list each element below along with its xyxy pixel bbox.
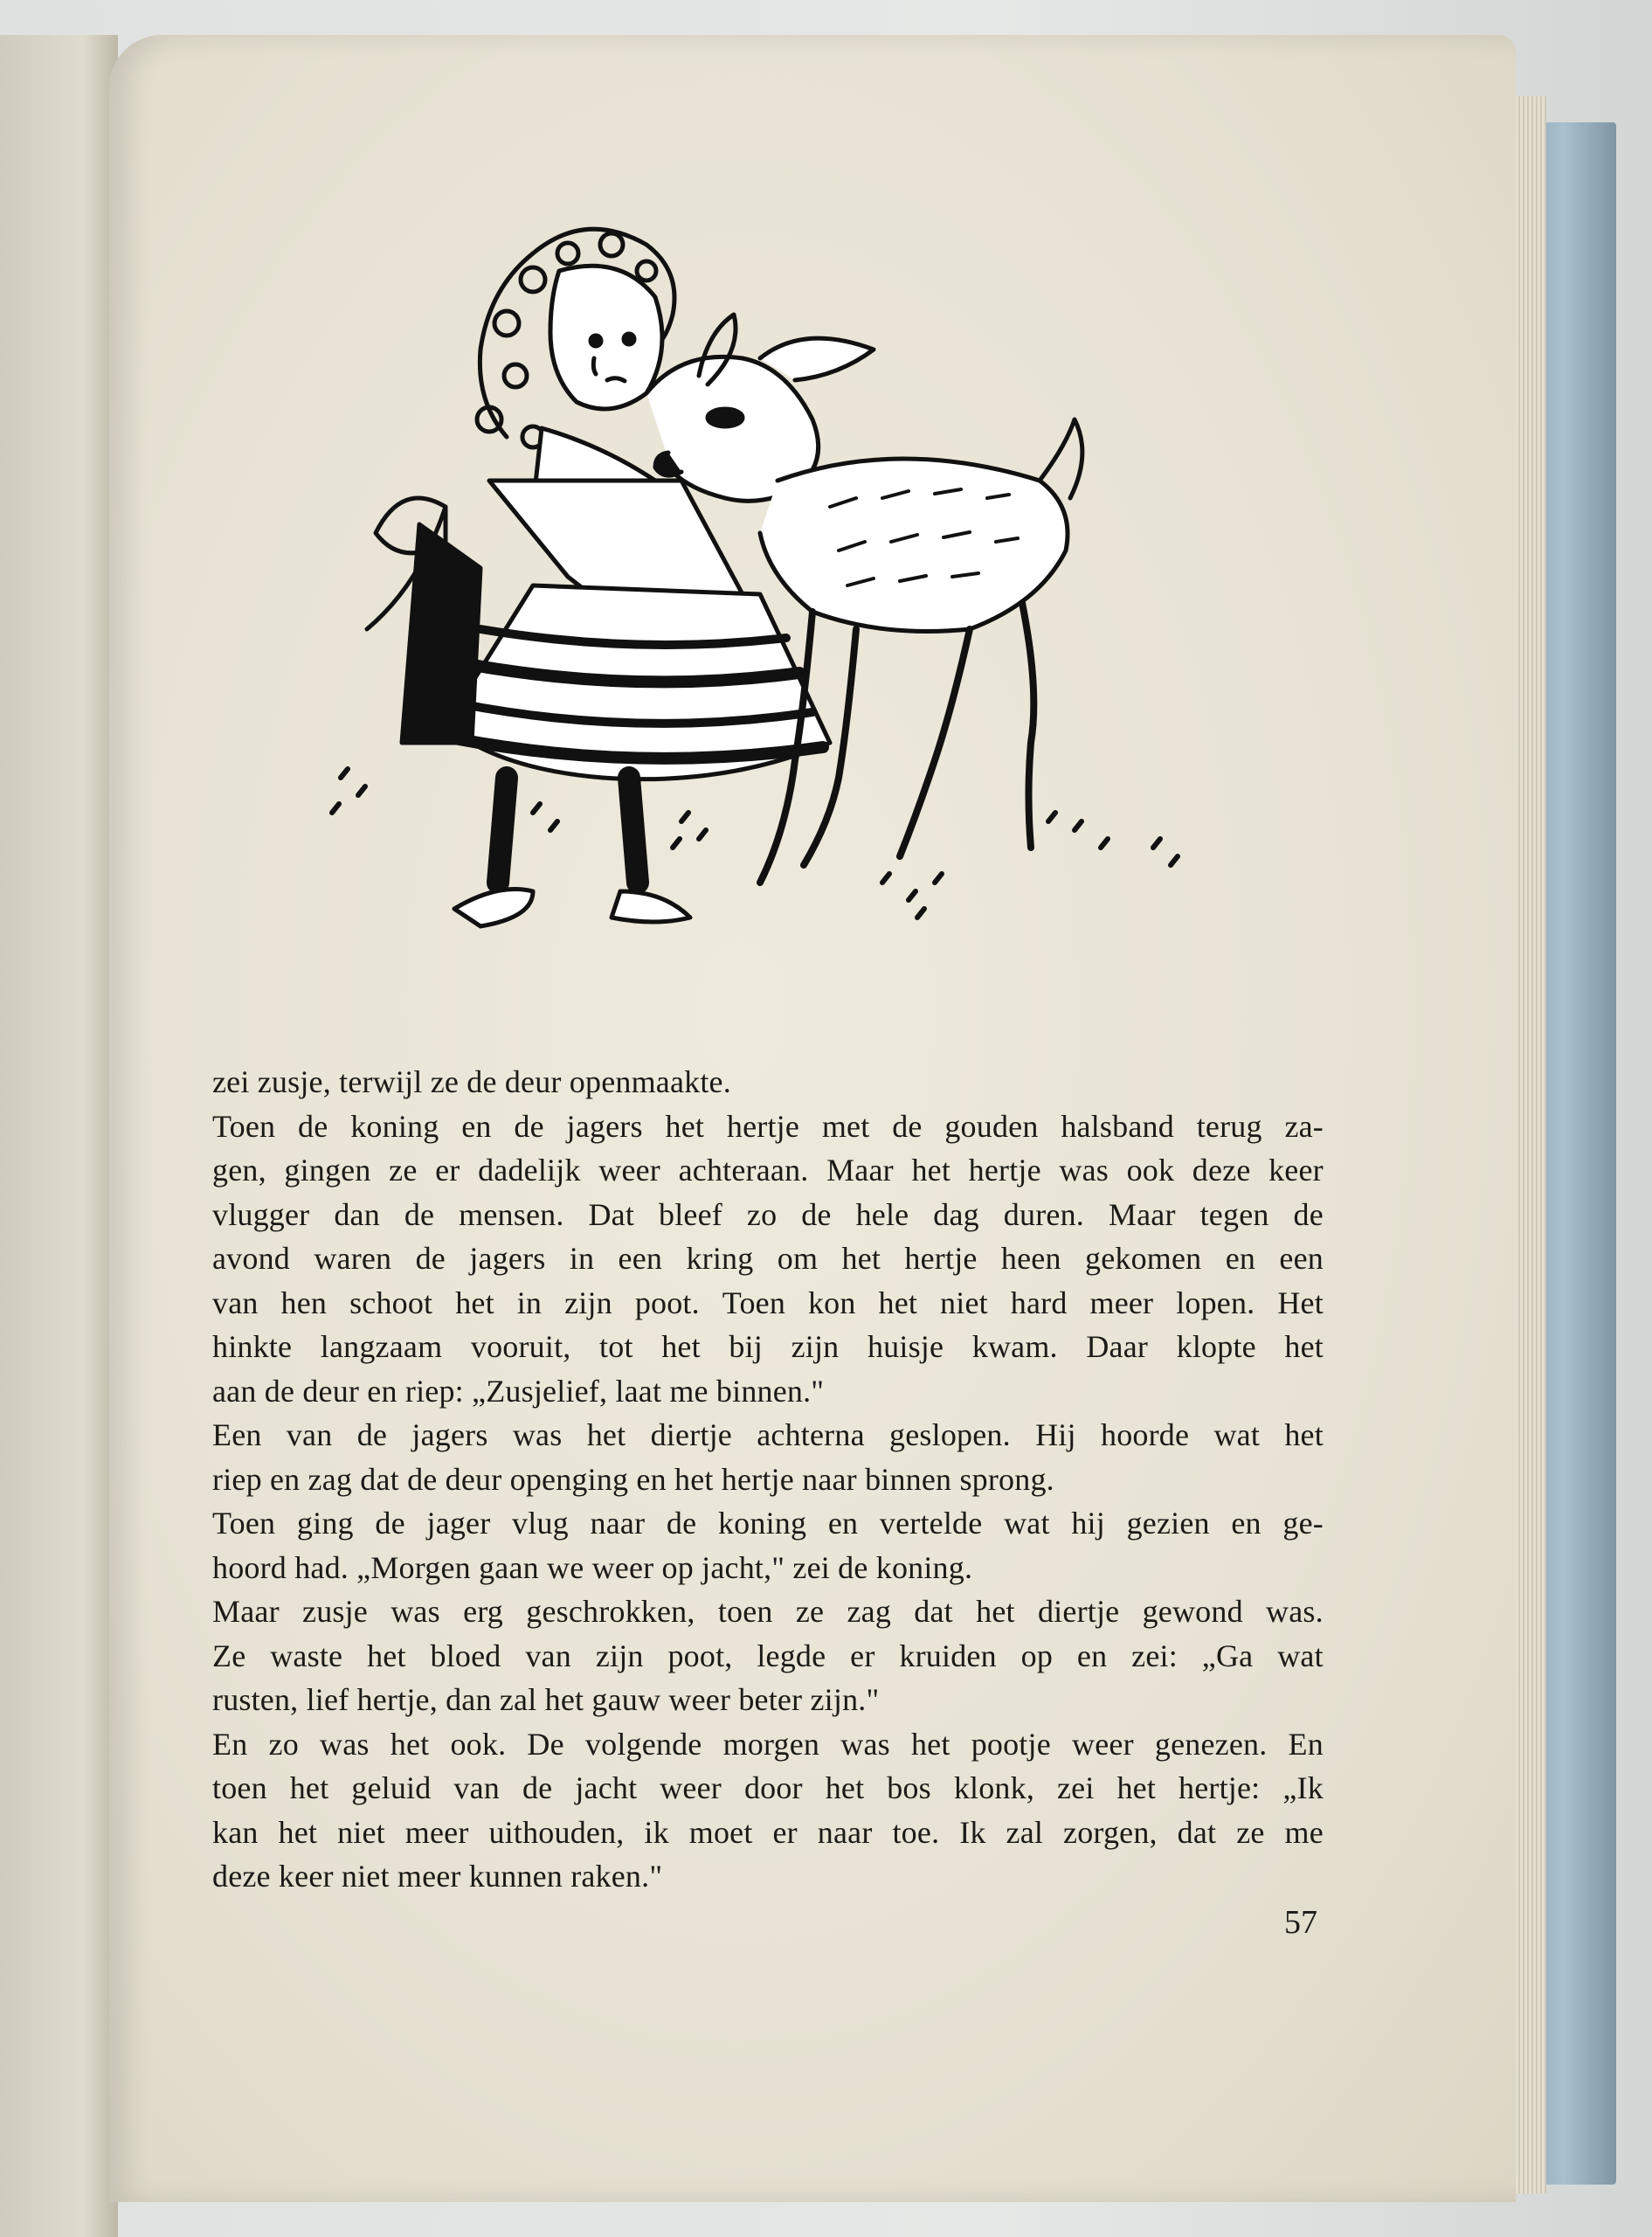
page-number: 57	[1284, 1904, 1317, 1941]
text-line-18: kan het niet meer uithouden, ik moet er naar toe. Ik zal zorgen, dat ze me	[212, 1814, 1324, 1850]
text-line-1: zei zusje, terwijl ze de deur openmaakte.	[212, 1064, 731, 1099]
text-line-6: van hen schoot het in zijn poot. Toen kon het niet hard meer lopen. Het	[212, 1285, 1324, 1320]
text-line-2: Toen de koning en de jagers het hertje met de gouden halsband terug za-	[212, 1108, 1324, 1144]
text-line-10: riep en zag dat de deur openging en het hertje naar binnen sprong.	[212, 1461, 1054, 1497]
text-line-4: vlugger dan de mensen. Dat bleef zo de hele dag duren. Maar tegen de	[212, 1196, 1324, 1232]
text-line-15: rusten, lief hertje, dan zal het gauw weer beter zijn."	[212, 1682, 880, 1717]
text-line-5: avond waren de jagers in een kring om het hertje heen gekomen en een	[212, 1241, 1324, 1276]
text-line-17: toen het geluid van de jacht weer door het bos klonk, zei het hertje: „Ik	[212, 1770, 1324, 1805]
text-line-7: hinkte langzaam vooruit, tot het bij zijn huisje kwam. Daar klopte het	[212, 1329, 1324, 1364]
left-page-edge	[0, 35, 118, 2237]
text-line-19: deze keer niet meer kunnen raken."	[212, 1859, 663, 1894]
text-line-13: Maar zusje was erg geschrokken, toen ze zag dat het diertje gewond was.	[212, 1594, 1324, 1629]
text-line-12: hoord had. „Morgen gaan we weer op jacht," zei de koning.	[212, 1549, 973, 1585]
text-line-11: Toen ging de jager vlug naar de koning en vertelde wat hij gezien en ge-	[212, 1506, 1324, 1541]
story-text	[212, 1060, 1324, 1899]
text-line-16: En zo was het ook. De volgende morgen was het pootje weer genezen. En	[212, 1726, 1324, 1762]
text-line-9: Een van de jagers was het diertje achterna geslopen. Hij hoorde wat het	[212, 1417, 1324, 1452]
girl-and-fawn-illustration	[271, 218, 1214, 1022]
text-line-8: aan de deur en riep: „Zusjelief, laat me binnen."	[212, 1373, 825, 1409]
text-line-3: gen, gingen ze er dadelijk weer achteraan. Maar het hertje was ook deze keer	[212, 1153, 1324, 1188]
text-line-14: Ze waste het bloed van zijn poot, legde er kruiden op en zei: „Ga wat	[212, 1638, 1324, 1673]
